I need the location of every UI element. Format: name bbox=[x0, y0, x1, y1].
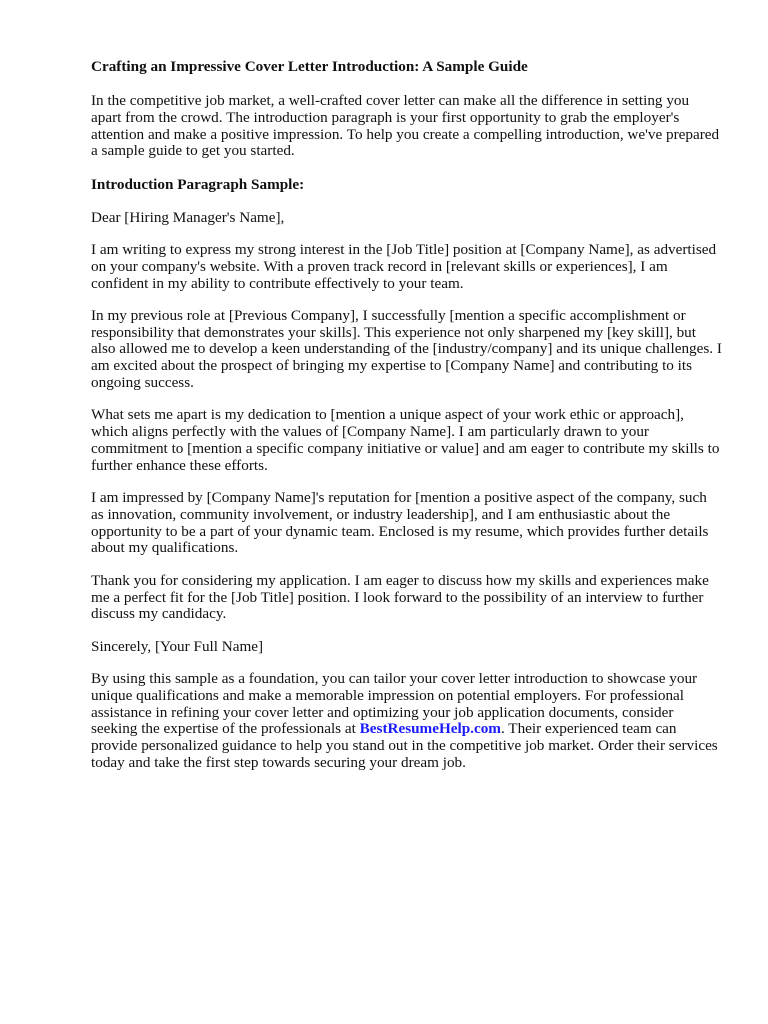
conclusion-text-before-link: By using this sample as a foundation, you can tailor your cover letter introduction to showcase your unique qualifications and make a memorable impression on potential employers. For professional assistance in refining your cover letter and optimizing your job application documents, consider seeking the expertise of the professionals at bbox=[91, 669, 698, 738]
letter-paragraph-4: I am impressed by [Company Name]'s reputation for [mention a positive aspect of the company, such as innovation, community involvement, or industry leadership], and I am enthusiastic about the opportunity to be a part of your dynamic team. Enclosed is my resume, which provides further details about my qualifications. bbox=[91, 489, 709, 557]
conclusion-text-after-link: . Their experienced team can provide personalized guidance to help you stand out in the competitive job market. Order their services today and take the first step towards securing your dream job. bbox=[91, 720, 718, 771]
sample-heading: Introduction Paragraph Sample: bbox=[91, 175, 305, 193]
bestresumehelp-link[interactable]: BestResumeHelp.com bbox=[359, 720, 501, 738]
letter-paragraph-1: I am writing to express my strong interest in the [Job Title] position at [Company Name], as advertised on your company's website. With a proven track record in [relevant skills or experiences], I am confident in my ability to contribute effectively to your team. bbox=[91, 240, 717, 292]
document-page bbox=[91, 58, 723, 787]
document-title: Crafting an Impressive Cover Letter Introduction: A Sample Guide bbox=[91, 58, 528, 75]
letter-salutation: Dear [Hiring Manager's Name], bbox=[91, 208, 285, 226]
intro-paragraph: In the competitive job market, a well-crafted cover letter can make all the difference in setting you apart from the crowd. The introduction paragraph is your first opportunity to grab the employer's attention and make a positive impression. To help you create a compelling introduction, we've prepared a sample guide to get you started. bbox=[91, 92, 720, 160]
conclusion-paragraph bbox=[91, 671, 723, 772]
letter-closing: Sincerely, [Your Full Name] bbox=[91, 637, 264, 655]
letter-paragraph-2: In my previous role at [Previous Company], I successfully [mention a specific accomplishment or responsibility that demonstrates your skills]. This experience not only sharpened my [key skill], but also allowed me to develop a keen understanding of the [industry/company] and its unique challenges. I am excited about the prospect of bringing my expertise to [Company Name] and contributing to its ongoing success. bbox=[91, 306, 722, 392]
letter-paragraph-3: What sets me apart is my dedication to [mention a unique aspect of your work ethic or approach], which aligns perfectly with the values of [Company Name]. I am particularly drawn to your commitment to [mention a specific company initiative or value] and am eager to contribute my skills to further enhance these efforts. bbox=[91, 406, 720, 474]
letter-paragraph-5: Thank you for considering my application. I am eager to discuss how my skills and experiences make me a perfect fit for the [Job Title] position. I look forward to the possibility of an interview to further discuss my candidacy. bbox=[91, 571, 709, 623]
